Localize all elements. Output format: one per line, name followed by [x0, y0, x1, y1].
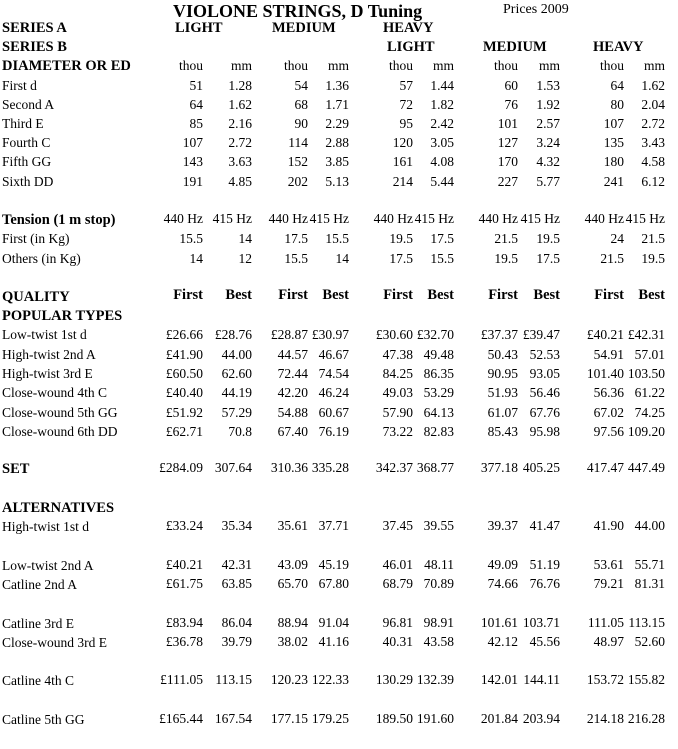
alternative-price-cell: £36.78	[165, 634, 203, 649]
alternative-price-cell: 67.80	[318, 576, 349, 591]
price-cell: £37.37	[480, 327, 518, 342]
alternative-price-cell: 37.71	[318, 518, 349, 533]
set-price-cell: 335.28	[311, 460, 349, 475]
tension-cell: 19.5	[389, 231, 413, 246]
alternative-price-cell: 86.04	[221, 615, 252, 630]
alternative-price-cell: £111.05	[160, 672, 203, 687]
diameter-row-label: Sixth DD	[2, 174, 54, 189]
diameter-cell: 4.58	[641, 154, 665, 169]
diameter-cell: 64	[610, 78, 624, 93]
price-cell: 101.40	[586, 366, 624, 381]
price-cell: 47.38	[382, 347, 413, 362]
diameter-row-label: Fifth GG	[2, 154, 52, 169]
alternative-price-cell: 42.31	[221, 557, 252, 572]
price-cell: 67.76	[529, 405, 560, 420]
price-cell: 82.83	[423, 424, 454, 439]
diameter-cell: 5.77	[536, 174, 560, 189]
alternative-price-cell: £83.94	[165, 615, 203, 630]
price-cell: 73.22	[382, 424, 413, 439]
price-cell: 61.07	[487, 405, 518, 420]
alternative-row-label: High-twist 1st d	[2, 519, 90, 534]
tension-cell: 21.5	[641, 231, 665, 246]
alternative-price-cell: 41.90	[593, 518, 624, 533]
frequency-header-cell: 415 Hz	[309, 211, 349, 226]
diameter-cell: 1.44	[430, 78, 454, 93]
price-cell: 109.20	[627, 424, 665, 439]
diameter-cell: 95	[399, 116, 413, 131]
price-cell: 76.19	[318, 424, 349, 439]
diameter-row-label: Second A	[2, 97, 55, 112]
price-cell: 44.00	[221, 347, 252, 362]
diameter-cell: 5.44	[430, 174, 454, 189]
popular-types-heading: POPULAR TYPES	[2, 308, 123, 324]
diameter-cell: 57	[399, 78, 413, 93]
quality-row-label: High-twist 2nd A	[2, 347, 96, 362]
set-price-cell: 310.36	[270, 460, 308, 475]
price-cell: £32.70	[416, 327, 454, 342]
price-cell: £26.66	[165, 327, 203, 342]
tension-cell: 14	[189, 251, 203, 266]
alternative-price-cell: 76.76	[529, 576, 560, 591]
tension-cell: 12	[238, 251, 252, 266]
alternative-price-cell: 39.37	[487, 518, 518, 533]
price-cell: 95.98	[529, 424, 560, 439]
diameter-cell: 2.88	[325, 135, 349, 150]
quality-header-cell: Best	[427, 287, 454, 303]
tension-cell: 15.5	[284, 251, 308, 266]
price-cell: 61.22	[634, 385, 665, 400]
quality-header-cell: Best	[533, 287, 560, 303]
diameter-cell: 4.08	[430, 154, 454, 169]
diameter-cell: 2.72	[228, 135, 252, 150]
alternative-price-cell: 91.04	[318, 615, 349, 630]
alternative-price-cell: 155.82	[627, 672, 665, 687]
set-price-cell: 342.37	[375, 460, 413, 475]
alternative-price-cell: 70.89	[423, 576, 454, 591]
alternative-row-label: Catline 2nd A	[2, 577, 77, 592]
alternative-price-cell: 52.60	[634, 634, 665, 649]
price-cell: £40.40	[165, 385, 203, 400]
alternative-price-cell: 203.94	[522, 711, 560, 726]
unit-header-cell: thou	[388, 58, 413, 73]
price-cell: £40.21	[586, 327, 624, 342]
price-cell: 84.25	[382, 366, 413, 381]
tension-cell: 21.5	[494, 231, 518, 246]
alternative-price-cell: 130.29	[375, 672, 413, 687]
diameter-cell: 2.72	[641, 116, 665, 131]
price-cell: 72.44	[277, 366, 308, 381]
quality-header-cell: Best	[638, 287, 665, 303]
unit-header-cell: mm	[327, 58, 349, 73]
series-b-light: LIGHT	[387, 39, 435, 55]
diameter-cell: 1.82	[430, 97, 454, 112]
alternative-price-cell: 101.61	[480, 615, 518, 630]
diameter-cell: 1.36	[325, 78, 349, 93]
alternative-price-cell: 51.19	[529, 557, 560, 572]
price-cell: 46.67	[318, 347, 349, 362]
alternative-price-cell: 191.60	[416, 711, 454, 726]
diameter-cell: 3.24	[536, 135, 560, 150]
alternative-price-cell: £33.24	[165, 518, 203, 533]
price-cell: 90.95	[487, 366, 518, 381]
diameter-cell: 54	[294, 78, 308, 93]
alternative-price-cell: 39.79	[221, 634, 252, 649]
alternative-price-cell: 167.54	[214, 711, 252, 726]
frequency-header-cell: 415 Hz	[414, 211, 454, 226]
diameter-cell: 85	[189, 116, 203, 131]
frequency-header-cell: 415 Hz	[625, 211, 665, 226]
diameter-cell: 2.57	[536, 116, 560, 131]
quality-row-label: Close-wound 4th C	[2, 385, 108, 400]
price-cell: £30.60	[375, 327, 413, 342]
alternative-price-cell: 35.34	[221, 518, 252, 533]
quality-row-label: Close-wound 6th DD	[2, 424, 118, 439]
diameter-cell: 2.29	[325, 116, 349, 131]
tension-cell: 19.5	[641, 251, 665, 266]
price-cell: 103.50	[627, 366, 665, 381]
tension-row-label: Others (in Kg)	[2, 251, 81, 266]
quality-header-cell: First	[594, 287, 624, 303]
quality-row-label: Low-twist 1st d	[2, 327, 87, 342]
tension-cell: 14	[335, 251, 349, 266]
diameter-cell: 2.16	[228, 116, 252, 131]
tension-cell: 15.5	[179, 231, 203, 246]
alternative-price-cell: 39.55	[423, 518, 454, 533]
price-cell: £30.97	[311, 327, 349, 342]
alternative-price-cell: 111.05	[587, 615, 624, 630]
diameter-cell: 3.43	[641, 135, 665, 150]
diameter-cell: 101	[497, 116, 518, 131]
alternative-price-cell: 43.58	[423, 634, 454, 649]
diameter-cell: 80	[610, 97, 624, 112]
diameter-label: DIAMETER OR ED	[2, 58, 131, 74]
price-cell: 62.60	[221, 366, 252, 381]
diameter-cell: 180	[603, 154, 624, 169]
frequency-header-cell: 440 Hz	[584, 211, 624, 226]
diameter-cell: 6.12	[641, 174, 665, 189]
diameter-cell: 107	[182, 135, 203, 150]
alternative-price-cell: 113.15	[215, 672, 252, 687]
alternative-price-cell: £40.21	[165, 557, 203, 572]
unit-header-cell: thou	[599, 58, 624, 73]
diameter-cell: 241	[603, 174, 624, 189]
alternative-price-cell: 142.01	[480, 672, 518, 687]
alternative-price-cell: 214.18	[586, 711, 624, 726]
price-cell: £51.92	[165, 405, 203, 420]
alternative-price-cell: £61.75	[165, 576, 203, 591]
alternative-price-cell: 189.50	[375, 711, 413, 726]
tension-cell: 15.5	[325, 231, 349, 246]
price-cell: 67.02	[593, 405, 624, 420]
price-cell: 46.24	[318, 385, 349, 400]
price-cell: 42.20	[277, 385, 308, 400]
series-a-label: SERIES A	[2, 20, 67, 36]
tension-cell: 17.5	[536, 251, 560, 266]
alternative-row-label: Catline 3rd E	[2, 616, 74, 631]
alternative-price-cell: 40.31	[382, 634, 413, 649]
frequency-header-cell: 440 Hz	[478, 211, 518, 226]
alternative-price-cell: 177.15	[270, 711, 308, 726]
price-cell: £28.87	[270, 327, 308, 342]
price-cell: 51.93	[487, 385, 518, 400]
quality-header-cell: Best	[225, 287, 252, 303]
alternative-price-cell: 41.16	[318, 634, 349, 649]
diameter-cell: 60	[504, 78, 518, 93]
price-cell: 49.03	[382, 385, 413, 400]
diameter-cell: 1.62	[641, 78, 665, 93]
set-price-cell: 368.77	[416, 460, 454, 475]
alternative-price-cell: £165.44	[159, 711, 203, 726]
tension-cell: 17.5	[284, 231, 308, 246]
diameter-cell: 2.04	[641, 97, 665, 112]
alternative-row-label: Catline 5th GG	[2, 712, 85, 727]
unit-header-cell: mm	[230, 58, 252, 73]
alternative-price-cell: 41.47	[529, 518, 560, 533]
diameter-cell: 170	[497, 154, 518, 169]
price-cell: 70.8	[228, 424, 252, 439]
series-a-heavy: HEAVY	[383, 20, 434, 36]
quality-header-cell: First	[488, 287, 518, 303]
diameter-cell: 1.71	[325, 97, 349, 112]
diameter-row-label: Third E	[2, 116, 44, 131]
tension-cell: 14	[238, 231, 252, 246]
alternative-price-cell: 37.45	[382, 518, 413, 533]
set-price-cell: 405.25	[522, 460, 560, 475]
tension-cell: 19.5	[494, 251, 518, 266]
alternative-price-cell: 63.85	[221, 576, 252, 591]
quality-header-cell: First	[278, 287, 308, 303]
alternative-price-cell: 96.81	[382, 615, 413, 630]
tension-cell: 24	[610, 231, 624, 246]
diameter-cell: 152	[287, 154, 308, 169]
series-b-label: SERIES B	[2, 39, 67, 55]
unit-header-cell: mm	[538, 58, 560, 73]
price-cell: 60.67	[318, 405, 349, 420]
diameter-cell: 191	[182, 174, 203, 189]
diameter-cell: 4.85	[228, 174, 252, 189]
diameter-cell: 1.53	[536, 78, 560, 93]
unit-header-cell: thou	[178, 58, 203, 73]
quality-heading: QUALITY	[2, 289, 70, 305]
set-price-cell: 447.49	[627, 460, 665, 475]
quality-header-cell: First	[173, 287, 203, 303]
alternative-row-label: Low-twist 2nd A	[2, 558, 94, 573]
alternative-row-label: Catline 4th C	[2, 673, 74, 688]
unit-header-cell: mm	[643, 58, 665, 73]
alternative-price-cell: 48.11	[424, 557, 454, 572]
alternative-price-cell: 201.84	[480, 711, 518, 726]
diameter-cell: 1.28	[228, 78, 252, 93]
alternative-price-cell: 103.71	[522, 615, 560, 630]
page-title: VIOLONE STRINGS, D Tuning	[173, 1, 423, 21]
alternative-price-cell: 120.23	[270, 672, 308, 687]
diameter-cell: 2.42	[430, 116, 454, 131]
tension-cell: 19.5	[536, 231, 560, 246]
price-cell: 85.43	[487, 424, 518, 439]
price-cell: 74.54	[318, 366, 349, 381]
diameter-cell: 3.63	[228, 154, 252, 169]
diameter-cell: 3.85	[325, 154, 349, 169]
prices-note: Prices 2009	[503, 2, 569, 17]
diameter-cell: 64	[189, 97, 203, 112]
diameter-cell: 107	[603, 116, 624, 131]
price-cell: 57.01	[634, 347, 665, 362]
alternative-price-cell: 132.39	[416, 672, 454, 687]
series-a-light: LIGHT	[175, 20, 223, 36]
price-cell: 56.46	[529, 385, 560, 400]
diameter-cell: 127	[497, 135, 518, 150]
frequency-header-cell: 415 Hz	[212, 211, 252, 226]
unit-header-cell: mm	[432, 58, 454, 73]
diameter-cell: 72	[399, 97, 413, 112]
diameter-cell: 227	[497, 174, 518, 189]
alternative-price-cell: 42.12	[487, 634, 518, 649]
alternative-price-cell: 122.33	[311, 672, 349, 687]
diameter-cell: 114	[288, 135, 308, 150]
price-cell: 74.25	[634, 405, 665, 420]
alternative-price-cell: 45.19	[318, 557, 349, 572]
price-cell: £28.76	[214, 327, 252, 342]
price-cell: 67.40	[277, 424, 308, 439]
alternative-price-cell: 74.66	[487, 576, 518, 591]
diameter-cell: 3.05	[430, 135, 454, 150]
tension-cell: 17.5	[389, 251, 413, 266]
price-cell: £39.47	[522, 327, 560, 342]
price-cell: 64.13	[423, 405, 454, 420]
price-cell: £62.71	[165, 424, 203, 439]
unit-header-cell: thou	[283, 58, 308, 73]
series-b-medium: MEDIUM	[483, 39, 547, 55]
diameter-row-label: Fourth C	[2, 135, 51, 150]
frequency-header-cell: 415 Hz	[520, 211, 560, 226]
alternatives-heading: ALTERNATIVES	[2, 500, 115, 516]
series-b-heavy: HEAVY	[593, 39, 644, 55]
frequency-header-cell: 440 Hz	[268, 211, 308, 226]
alternative-price-cell: 46.01	[382, 557, 413, 572]
quality-header-cell: First	[383, 287, 413, 303]
series-a-medium: MEDIUM	[272, 20, 336, 36]
diameter-cell: 135	[603, 135, 624, 150]
quality-header-cell: Best	[322, 287, 349, 303]
alternative-price-cell: 35.61	[277, 518, 308, 533]
diameter-cell: 68	[294, 97, 308, 112]
price-cell: 57.29	[221, 405, 252, 420]
frequency-header-cell: 440 Hz	[373, 211, 413, 226]
tension-row-label: First (in Kg)	[2, 231, 70, 246]
alternative-price-cell: 113.15	[628, 615, 665, 630]
alternative-price-cell: 65.70	[277, 576, 308, 591]
diameter-cell: 143	[182, 154, 203, 169]
frequency-header-cell: 440 Hz	[163, 211, 203, 226]
alternative-row-label: Close-wound 3rd E	[2, 635, 107, 650]
price-cell: £41.90	[165, 347, 203, 362]
set-price-cell: 307.64	[214, 460, 252, 475]
tension-cell: 17.5	[430, 231, 454, 246]
alternative-price-cell: 45.56	[529, 634, 560, 649]
diameter-cell: 120	[392, 135, 413, 150]
alternative-price-cell: 48.97	[593, 634, 624, 649]
tension-cell: 15.5	[430, 251, 454, 266]
alternative-price-cell: 38.02	[277, 634, 308, 649]
alternative-price-cell: 179.25	[311, 711, 349, 726]
diameter-cell: 1.92	[536, 97, 560, 112]
diameter-cell: 202	[287, 174, 308, 189]
alternative-price-cell: 49.09	[487, 557, 518, 572]
diameter-cell: 214	[392, 174, 413, 189]
alternative-price-cell: 216.28	[627, 711, 665, 726]
alternative-price-cell: 55.71	[634, 557, 665, 572]
price-cell: 97.56	[593, 424, 624, 439]
set-price-cell: 417.47	[586, 460, 624, 475]
price-cell: 54.91	[593, 347, 624, 362]
price-cell: 53.29	[423, 385, 454, 400]
diameter-cell: 5.13	[325, 174, 349, 189]
alternative-price-cell: 88.94	[277, 615, 308, 630]
price-cell: 57.90	[382, 405, 413, 420]
alternative-price-cell: 79.21	[593, 576, 624, 591]
set-label: SET	[2, 461, 30, 477]
quality-row-label: Close-wound 5th GG	[2, 405, 118, 420]
diameter-cell: 51	[189, 78, 203, 93]
price-cell: 50.43	[487, 347, 518, 362]
price-cell: 54.88	[277, 405, 308, 420]
alternative-price-cell: 144.11	[523, 672, 560, 687]
diameter-row-label: First d	[2, 78, 37, 93]
diameter-cell: 90	[294, 116, 308, 131]
alternative-price-cell: 44.00	[634, 518, 665, 533]
set-price-cell: 377.18	[480, 460, 518, 475]
price-cell: £42.31	[627, 327, 665, 342]
price-cell: 49.48	[423, 347, 454, 362]
tension-cell: 21.5	[600, 251, 624, 266]
alternative-price-cell: 81.31	[634, 576, 665, 591]
unit-header-cell: thou	[493, 58, 518, 73]
price-cell: 56.36	[593, 385, 624, 400]
diameter-cell: 161	[392, 154, 413, 169]
price-cell: 86.35	[423, 366, 454, 381]
price-cell: 44.57	[277, 347, 308, 362]
price-cell: 44.19	[221, 385, 252, 400]
price-cell: 52.53	[529, 347, 560, 362]
price-cell: 93.05	[529, 366, 560, 381]
diameter-cell: 1.62	[228, 97, 252, 112]
alternative-price-cell: 153.72	[586, 672, 624, 687]
quality-row-label: High-twist 3rd E	[2, 366, 93, 381]
diameter-cell: 4.32	[536, 154, 560, 169]
price-cell: £60.50	[165, 366, 203, 381]
alternative-price-cell: 98.91	[423, 615, 454, 630]
diameter-cell: 76	[504, 97, 518, 112]
alternative-price-cell: 68.79	[382, 576, 413, 591]
tension-heading: Tension (1 m stop)	[2, 212, 116, 228]
alternative-price-cell: 53.61	[593, 557, 624, 572]
alternative-price-cell: 43.09	[277, 557, 308, 572]
set-price-cell: £284.09	[159, 460, 203, 475]
